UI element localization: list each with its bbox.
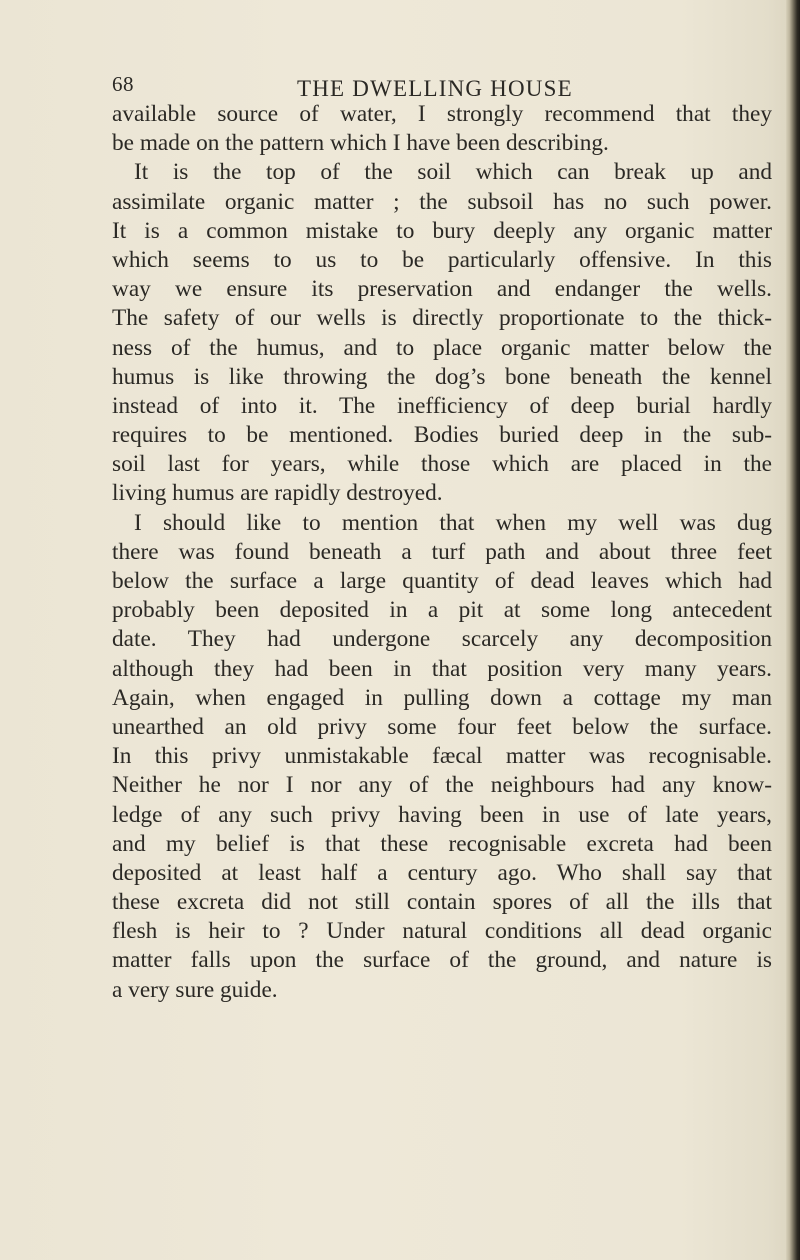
text-line: assimilate organic matter ; the subsoil has no such power. (112, 188, 772, 215)
text-line: ness of the humus, and to place organic matter below the (112, 334, 772, 361)
text-line: instead of into it. The inefficiency of deep burial hardly (112, 392, 772, 419)
text-line: and my belief is that these recognisable excreta had been (112, 830, 772, 857)
body-text (112, 100, 772, 1005)
text-line: a very sure guide. (112, 976, 278, 1003)
text-line: matter falls upon the surface of the ground, and nature is (112, 947, 772, 974)
text-line: although they had been in that position very many years. (112, 655, 772, 682)
running-title: THE DWELLING HOUSE (297, 76, 573, 101)
text-line: The safety of our wells is directly proportionate to the thick- (112, 305, 772, 332)
text-line: It is the top of the soil which can break up and (134, 159, 772, 186)
text-line: humus is like throwing the dog’s bone beneath the kennel (112, 363, 772, 390)
text-line: below the surface a large quantity of dead leaves which had (112, 568, 772, 594)
text-line: available source of water, I strongly recommend that they (112, 101, 772, 127)
text-line: I should like to mention that when my well was dug (134, 509, 772, 536)
page-binding-edge (786, 0, 800, 1260)
text-line: be made on the pattern which I have been describing. (112, 130, 609, 157)
text-line: which seems to us to be particularly offensive. In this (112, 246, 772, 273)
text-line: Again, when engaged in pulling down a cottage my man (112, 684, 772, 711)
text-line: requires to be mentioned. Bodies buried deep in the sub- (112, 422, 772, 449)
text-line: In this privy unmistakable fæcal matter was recognisable. (112, 743, 772, 770)
page-number: 68 (112, 72, 134, 96)
text-line: It is a common mistake to bury deeply any organic matter (112, 217, 772, 244)
text-line: living humus are rapidly destroyed. (112, 480, 443, 507)
text-line: these excreta did not still contain spores of all the ills that (112, 889, 772, 916)
text-line: date. They had undergone scarcely any decomposition (112, 626, 772, 653)
text-line: soil last for years, while those which are placed in the (112, 451, 772, 478)
text-line: unearthed an old privy some four feet below the surface. (112, 713, 772, 740)
text-line: way we ensure its preservation and endanger the wells. (112, 276, 772, 303)
text-line: there was found beneath a turf path and about three feet (112, 538, 772, 565)
text-line: ledge of any such privy having been in use of late years, (112, 801, 772, 828)
text-line: Neither he nor I nor any of the neighbours had any know- (112, 772, 772, 799)
text-line: flesh is heir to ? Under natural conditions all dead organic (112, 918, 772, 945)
text-line: probably been deposited in a pit at some long antecedent (112, 597, 772, 624)
text-line: deposited at least half a century ago. Who shall say that (112, 859, 772, 886)
